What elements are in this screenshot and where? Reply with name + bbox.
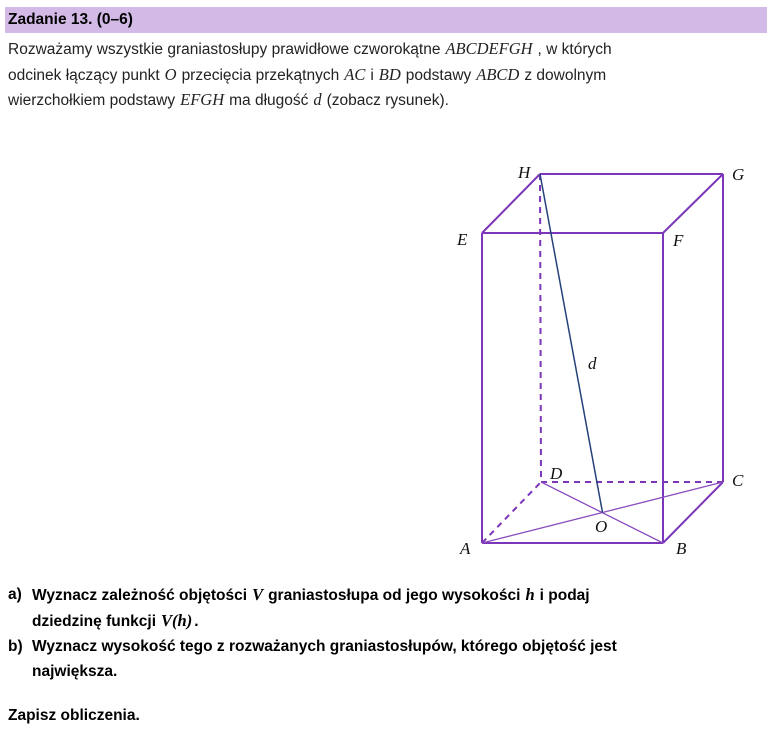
vertex-label-G: G [732,165,745,184]
vertex-label-A: A [460,539,471,558]
task-title: Zadanie 13. (0–6) [8,11,133,28]
intro-text: Rozważamy wszystkie graniastosłupy prawidłowe czworokątne [8,41,441,58]
question-b-body [32,634,617,684]
math-symbol: V(h) [161,611,193,630]
intro-text: , w których [537,41,612,58]
question-a [8,582,768,634]
question-a-line-1 [32,587,590,604]
question-text: Wyznacz zależność objętości [32,587,248,604]
math-symbol: d [313,90,322,109]
segment-label-d: d [588,354,597,373]
footer-instruction: Zapisz obliczenia. [8,707,140,724]
intro-text: z dowolnym [524,66,607,84]
question-b [8,634,768,684]
question-a-marker: a) [8,586,22,603]
math-symbol: EFGH [180,90,225,109]
question-b-marker: b) [8,638,23,655]
math-symbol: h [525,585,535,604]
question-b-line-1: Wyznacz wysokość tego z rozważanych graniastosłupów, którego objętość jest [32,638,617,655]
question-text: graniastosłupa od jego wysokości [268,587,521,604]
point-label-O: O [595,517,608,536]
vertex-label-H: H [518,163,531,182]
vertex-label-B: B [676,539,687,558]
intro-text: wierzchołkiem podstawy [8,92,176,109]
vertex-label-E: E [457,230,468,249]
vertex-label-C: C [732,471,744,490]
question-a-body [32,582,590,634]
math-symbol: ABCDEFGH [445,39,533,58]
task-header-bar [5,7,767,33]
question-a-line-2 [32,613,199,630]
math-symbol: AC [344,64,366,84]
intro-text: i [370,66,374,84]
prism-figure [440,145,773,580]
prism-diagram [440,145,773,580]
math-symbol: O [164,64,177,84]
prism-hidden-edges [482,174,723,543]
task-intro-paragraph [8,37,768,114]
intro-line-1 [8,37,768,63]
intro-line-2 [8,63,768,89]
math-symbol: V [252,585,264,604]
intro-text: (zobacz rysunek). [326,92,449,109]
intro-text: ma długość [229,92,309,109]
intro-text: odcinek łączący punkt [8,66,160,84]
question-text: . [194,613,199,630]
segment-d-line [540,174,603,513]
vertex-label-F: F [673,231,684,250]
intro-line-3 [8,88,768,114]
question-text: i podaj [539,587,590,604]
vertex-label-D: D [550,464,563,483]
question-text: dziedzinę funkcji [32,613,157,630]
prism-solid-edges [482,174,723,543]
task-questions [8,582,768,684]
math-symbol: ABCD [476,64,520,84]
intro-text: przecięcia przekątnych [181,66,340,84]
math-symbol: BD [378,64,401,84]
question-b-line-2: największa. [32,663,118,680]
intro-text: podstawy [405,66,472,84]
